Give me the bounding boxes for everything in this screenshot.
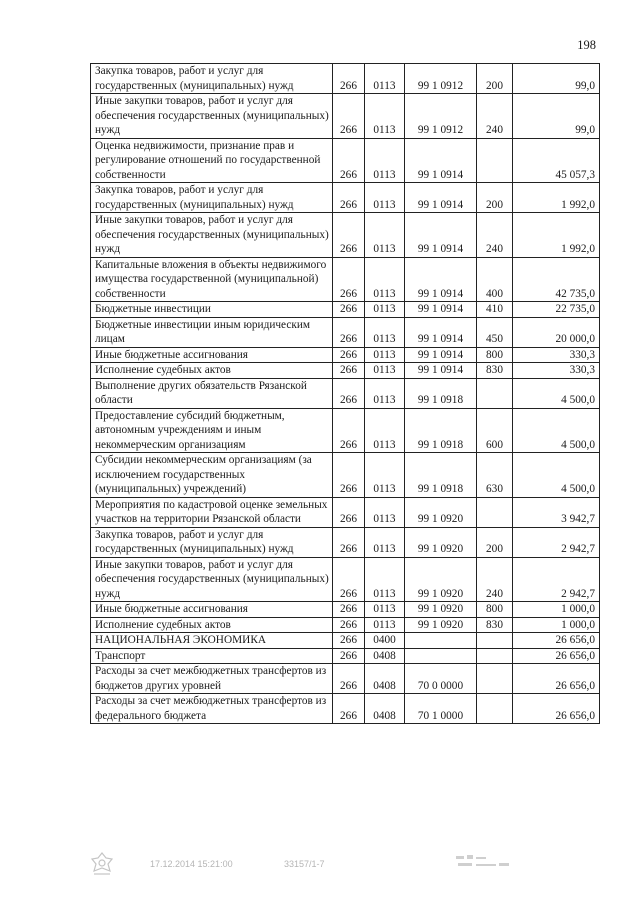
table-row <box>91 64 600 94</box>
target-article-cell: 99 1 0920 <box>405 557 477 602</box>
expense-name-cell: Субсидии некоммерческим организациям (за исключением государственных (муниципальных) учреждений) <box>91 453 333 498</box>
expense-type-cell <box>477 664 513 694</box>
amount-cell: 4 500,0 <box>513 378 600 408</box>
amount-cell: 3 942,7 <box>513 497 600 527</box>
section-code-cell: 0113 <box>365 94 405 139</box>
scan-mark-icon <box>454 852 514 874</box>
expense-name-cell: Транспорт <box>91 648 333 664</box>
section-code-cell: 0113 <box>365 408 405 453</box>
target-article-cell: 99 1 0914 <box>405 302 477 318</box>
expense-name-cell: НАЦИОНАЛЬНАЯ ЭКОНОМИКА <box>91 633 333 649</box>
budget-table <box>90 63 600 724</box>
section-code-cell: 0408 <box>365 664 405 694</box>
expense-name-cell: Исполнение судебных актов <box>91 363 333 379</box>
department-code-cell: 266 <box>333 408 365 453</box>
expense-type-cell: 200 <box>477 64 513 94</box>
section-code-cell: 0113 <box>365 527 405 557</box>
expense-type-cell: 200 <box>477 527 513 557</box>
department-code-cell: 266 <box>333 257 365 302</box>
department-code-cell: 266 <box>333 557 365 602</box>
section-code-cell: 0113 <box>365 617 405 633</box>
target-article-cell: 99 1 0918 <box>405 453 477 498</box>
expense-type-cell <box>477 497 513 527</box>
amount-cell: 2 942,7 <box>513 557 600 602</box>
target-article-cell: 99 1 0920 <box>405 617 477 633</box>
amount-cell: 1 992,0 <box>513 183 600 213</box>
table-row <box>91 302 600 318</box>
target-article-cell <box>405 648 477 664</box>
section-code-cell: 0113 <box>365 317 405 347</box>
expense-type-cell: 410 <box>477 302 513 318</box>
department-code-cell: 266 <box>333 602 365 618</box>
department-code-cell: 266 <box>333 527 365 557</box>
expense-type-cell <box>477 633 513 649</box>
amount-cell: 4 500,0 <box>513 453 600 498</box>
section-code-cell: 0113 <box>365 602 405 618</box>
table-row <box>91 617 600 633</box>
expense-type-cell: 630 <box>477 453 513 498</box>
target-article-cell: 99 1 0918 <box>405 408 477 453</box>
expense-name-cell: Расходы за счет межбюджетных трансфертов из бюджетов других уровней <box>91 664 333 694</box>
expense-name-cell: Расходы за счет межбюджетных трансфертов из федерального бюджета <box>91 694 333 724</box>
amount-cell: 99,0 <box>513 64 600 94</box>
section-code-cell: 0408 <box>365 648 405 664</box>
target-article-cell <box>405 633 477 649</box>
section-code-cell: 0113 <box>365 183 405 213</box>
table-row <box>91 633 600 649</box>
department-code-cell: 266 <box>333 138 365 183</box>
expense-type-cell: 240 <box>477 94 513 139</box>
registration-stamp-date: 17.12.2014 15:21:00 <box>150 859 233 869</box>
expense-type-cell: 600 <box>477 408 513 453</box>
expense-type-cell: 800 <box>477 347 513 363</box>
expense-name-cell: Закупка товаров, работ и услуг для государственных (муниципальных) нужд <box>91 183 333 213</box>
amount-cell: 1 000,0 <box>513 602 600 618</box>
section-code-cell: 0113 <box>365 347 405 363</box>
department-code-cell: 266 <box>333 378 365 408</box>
target-article-cell: 99 1 0914 <box>405 317 477 347</box>
expense-name-cell: Капитальные вложения в объекты недвижимого имущества государственной (муниципальной) собственности <box>91 257 333 302</box>
expense-name-cell: Закупка товаров, работ и услуг для государственных (муниципальных) нужд <box>91 64 333 94</box>
expense-name-cell: Предоставление субсидий бюджетным, автономным учреждениям и иным некоммерческим организациям <box>91 408 333 453</box>
table-row <box>91 183 600 213</box>
amount-cell: 2 942,7 <box>513 527 600 557</box>
target-article-cell: 99 1 0914 <box>405 363 477 379</box>
amount-cell: 26 656,0 <box>513 664 600 694</box>
department-code-cell: 266 <box>333 497 365 527</box>
target-article-cell: 70 0 0000 <box>405 664 477 694</box>
expense-name-cell: Иные закупки товаров, работ и услуг для обеспечения государственных (муниципальных) нужд <box>91 94 333 139</box>
expense-type-cell <box>477 648 513 664</box>
amount-cell: 20 000,0 <box>513 317 600 347</box>
expense-type-cell: 830 <box>477 363 513 379</box>
budget-table-body <box>91 64 600 724</box>
page-number: 198 <box>577 38 596 52</box>
section-code-cell: 0113 <box>365 497 405 527</box>
section-code-cell: 0113 <box>365 363 405 379</box>
table-row <box>91 347 600 363</box>
amount-cell: 1 992,0 <box>513 213 600 258</box>
section-code-cell: 0113 <box>365 64 405 94</box>
amount-cell: 330,3 <box>513 347 600 363</box>
section-code-cell: 0113 <box>365 453 405 498</box>
table-row <box>91 138 600 183</box>
department-code-cell: 266 <box>333 453 365 498</box>
department-code-cell: 266 <box>333 94 365 139</box>
expense-type-cell: 400 <box>477 257 513 302</box>
expense-name-cell: Исполнение судебных актов <box>91 617 333 633</box>
expense-name-cell: Выполнение других обязательств Рязанской области <box>91 378 333 408</box>
target-article-cell: 99 1 0912 <box>405 64 477 94</box>
section-code-cell: 0113 <box>365 378 405 408</box>
section-code-cell: 0113 <box>365 138 405 183</box>
expense-name-cell: Оценка недвижимости, признание прав и регулирование отношений по государственной собственности <box>91 138 333 183</box>
department-code-cell: 266 <box>333 648 365 664</box>
department-code-cell: 266 <box>333 363 365 379</box>
department-code-cell: 266 <box>333 347 365 363</box>
target-article-cell: 99 1 0920 <box>405 602 477 618</box>
expense-name-cell: Иные бюджетные ассигнования <box>91 347 333 363</box>
expense-type-cell: 240 <box>477 213 513 258</box>
expense-type-cell <box>477 138 513 183</box>
section-code-cell: 0113 <box>365 302 405 318</box>
expense-type-cell: 450 <box>477 317 513 347</box>
table-row <box>91 527 600 557</box>
section-code-cell: 0408 <box>365 694 405 724</box>
target-article-cell: 99 1 0912 <box>405 94 477 139</box>
expense-type-cell: 830 <box>477 617 513 633</box>
target-article-cell: 99 1 0914 <box>405 138 477 183</box>
target-article-cell: 99 1 0914 <box>405 257 477 302</box>
amount-cell: 26 656,0 <box>513 633 600 649</box>
expense-type-cell: 200 <box>477 183 513 213</box>
table-row <box>91 317 600 347</box>
emblem-watermark-icon <box>88 850 116 878</box>
amount-cell: 26 656,0 <box>513 648 600 664</box>
target-article-cell: 70 1 0000 <box>405 694 477 724</box>
department-code-cell: 266 <box>333 213 365 258</box>
department-code-cell: 266 <box>333 183 365 213</box>
expense-type-cell: 800 <box>477 602 513 618</box>
section-code-cell: 0113 <box>365 213 405 258</box>
expense-type-cell <box>477 694 513 724</box>
department-code-cell: 266 <box>333 317 365 347</box>
department-code-cell: 266 <box>333 694 365 724</box>
table-row <box>91 557 600 602</box>
section-code-cell: 0400 <box>365 633 405 649</box>
table-row <box>91 378 600 408</box>
department-code-cell: 266 <box>333 302 365 318</box>
amount-cell: 330,3 <box>513 363 600 379</box>
expense-name-cell: Иные закупки товаров, работ и услуг для обеспечения государственных (муниципальных) нужд <box>91 557 333 602</box>
expense-name-cell: Бюджетные инвестиции иным юридическим лицам <box>91 317 333 347</box>
table-row <box>91 257 600 302</box>
amount-cell: 99,0 <box>513 94 600 139</box>
expense-name-cell: Иные бюджетные ассигнования <box>91 602 333 618</box>
expense-type-cell: 240 <box>477 557 513 602</box>
expense-name-cell: Иные закупки товаров, работ и услуг для обеспечения государственных (муниципальных) нужд <box>91 213 333 258</box>
amount-cell: 1 000,0 <box>513 617 600 633</box>
target-article-cell: 99 1 0914 <box>405 213 477 258</box>
table-row <box>91 213 600 258</box>
table-row <box>91 694 600 724</box>
department-code-cell: 266 <box>333 64 365 94</box>
amount-cell: 26 656,0 <box>513 694 600 724</box>
expense-type-cell <box>477 378 513 408</box>
expense-name-cell: Бюджетные инвестиции <box>91 302 333 318</box>
amount-cell: 42 735,0 <box>513 257 600 302</box>
expense-name-cell: Закупка товаров, работ и услуг для государственных (муниципальных) нужд <box>91 527 333 557</box>
target-article-cell: 99 1 0920 <box>405 527 477 557</box>
department-code-cell: 266 <box>333 617 365 633</box>
department-code-cell: 266 <box>333 633 365 649</box>
footer <box>88 850 548 880</box>
amount-cell: 45 057,3 <box>513 138 600 183</box>
department-code-cell: 266 <box>333 664 365 694</box>
table-row <box>91 453 600 498</box>
table-row <box>91 497 600 527</box>
section-code-cell: 0113 <box>365 557 405 602</box>
target-article-cell: 99 1 0914 <box>405 183 477 213</box>
target-article-cell: 99 1 0914 <box>405 347 477 363</box>
section-code-cell: 0113 <box>365 257 405 302</box>
registration-stamp-code: 33157/1-7 <box>284 859 325 869</box>
table-row <box>91 94 600 139</box>
expense-name-cell: Мероприятия по кадастровой оценке земельных участков на территории Рязанской области <box>91 497 333 527</box>
amount-cell: 22 735,0 <box>513 302 600 318</box>
target-article-cell: 99 1 0918 <box>405 378 477 408</box>
table-row <box>91 363 600 379</box>
target-article-cell: 99 1 0920 <box>405 497 477 527</box>
table-row <box>91 664 600 694</box>
table-row <box>91 648 600 664</box>
table-row <box>91 408 600 453</box>
table-row <box>91 602 600 618</box>
amount-cell: 4 500,0 <box>513 408 600 453</box>
